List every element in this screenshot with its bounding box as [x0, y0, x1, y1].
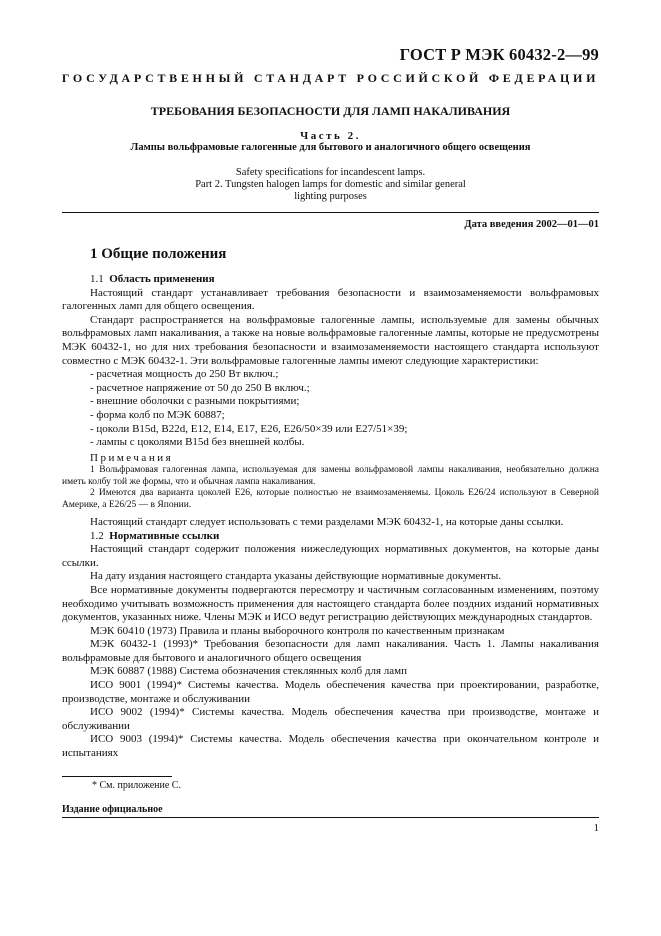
part-label: Часть 2.: [300, 130, 361, 142]
list-item: - расчетная мощность до 250 Вт включ.;: [90, 368, 279, 381]
english-title: [0, 167, 661, 203]
page-number: 1: [593, 822, 599, 834]
note: 1 Вольфрамовая галогенная лампа, используемая для замены вольфрамовой лампы накаливания, необязательно должна иметь колбу той же формы, что и обычная лампа накаливания.: [62, 465, 599, 487]
reference-item: МЭК 60432-1 (1993)* Требования безопасности для ламп накаливания. Часть 1. Лампы накаливания вольфрамовые для бытового и аналогичного общего освещения: [62, 638, 599, 664]
paragraph: Настоящий стандарт следует использовать с теми разделами МЭК 60432-1, на которые даны ссылки.: [90, 515, 564, 528]
list-item: - цоколи B15d, B22d, E12, E14, E17, E26, E26/50×39 или E27/51×39;: [90, 422, 408, 435]
introduction-date: Дата введения 2002—01—01: [464, 219, 599, 230]
english-title-line: lighting purposes: [294, 191, 367, 202]
reference-item: ИСО 9002 (1994)* Системы качества. Модель обеспечения качества при производстве, монтаже и обслуживании: [62, 706, 599, 732]
english-title-line: Part 2. Tungsten halogen lamps for domestic and similar general: [195, 179, 466, 190]
reference-item: МЭК 60410 (1973) Правила и планы выборочного контроля по качественным признакам: [90, 624, 505, 637]
footnote: * См. приложение С.: [92, 780, 181, 791]
state-standard-banner: ГОСУДАРСТВЕННЫЙ СТАНДАРТ РОССИЙСКОЙ ФЕДЕРАЦИИ: [61, 71, 600, 85]
paragraph: Настоящий стандарт содержит положения нижеследующих нормативных документов, на которые даны ссылки.: [62, 543, 599, 569]
reference-item: ИСО 9001 (1994)* Системы качества. Модель обеспечения качества при проектировании, разработке, производстве, монтаже и обслуживании: [62, 679, 599, 705]
list-item: - форма колб по МЭК 60887;: [90, 408, 225, 421]
document-body: [62, 273, 599, 761]
paragraph: Все нормативные документы подвергаются пересмотру и частичным согласованным изменениям, поэтому необходимо учитывать возможность применения для настоящего стандарта более поздних изданий нормативных документов, указанных ниже. Члены МЭК и ИСО ведут регистрацию действующих международных стандартов.: [62, 583, 599, 624]
subsection-heading-1-1: 1.1 Область применения: [90, 273, 215, 285]
subsection-heading-1-2: 1.2 Нормативные ссылки: [90, 529, 220, 542]
list-item: - лампы с цоколями B15d без внешней колбы.: [90, 436, 305, 449]
paragraph: Настоящий стандарт устанавливает требования безопасности и взаимозаменяемости вольфрамовых галогенных ламп для общего освещения.: [62, 286, 599, 313]
footer-divider: [62, 817, 599, 818]
english-title-line: Safety specifications for incandescent lamps.: [235, 167, 426, 178]
paragraph: Стандарт распространяется на вольфрамовые галогенные лампы, используемые для замены обычных вольфрамовых ламп накаливания, а также на новые вольфрамовые галогенные лампы, которые не предусмотрены МЭК 60432-1, но для них требования безопасности и взаимозаменяемости настоящего стандарта используют совместно с МЭК 60432-1. Эти вольфрамовые галогенные лампы имеют следующие характеристики:: [62, 313, 599, 367]
document-title: ТРЕБОВАНИЯ БЕЗОПАСНОСТИ ДЛЯ ЛАМП НАКАЛИВАНИЯ: [150, 104, 511, 118]
title-divider: [62, 212, 599, 213]
official-edition-label: Издание официальное: [62, 804, 163, 815]
list-item: - внешние оболочки с разными покрытиями;: [90, 395, 300, 408]
footnote-divider: [62, 776, 172, 777]
list-item: - расчетное напряжение от 50 до 250 В включ.;: [90, 381, 310, 394]
section-heading: 1 Общие положения: [90, 246, 227, 262]
notes-heading: Примечания: [90, 451, 174, 464]
document-subtitle: Лампы вольфрамовые галогенные для бытового и аналогичного общего освещения: [130, 142, 531, 153]
note: 2 Имеются два варианта цоколей E26, которые полностью не взаимозаменяемы. Цоколь E26/24 используют в Северной Америке, а E26/25 — в Японии.: [62, 488, 599, 510]
reference-item: ИСО 9003 (1994)* Системы качества. Модель обеспечения качества при окончательном контроле и испытаниях: [62, 733, 599, 760]
reference-item: МЭК 60887 (1988) Система обозначения стеклянных колб для ламп: [90, 665, 408, 678]
standard-code: ГОСТ Р МЭК 60432-2—99: [399, 45, 599, 64]
paragraph: На дату издания настоящего стандарта указаны действующие нормативные документы.: [90, 570, 501, 583]
